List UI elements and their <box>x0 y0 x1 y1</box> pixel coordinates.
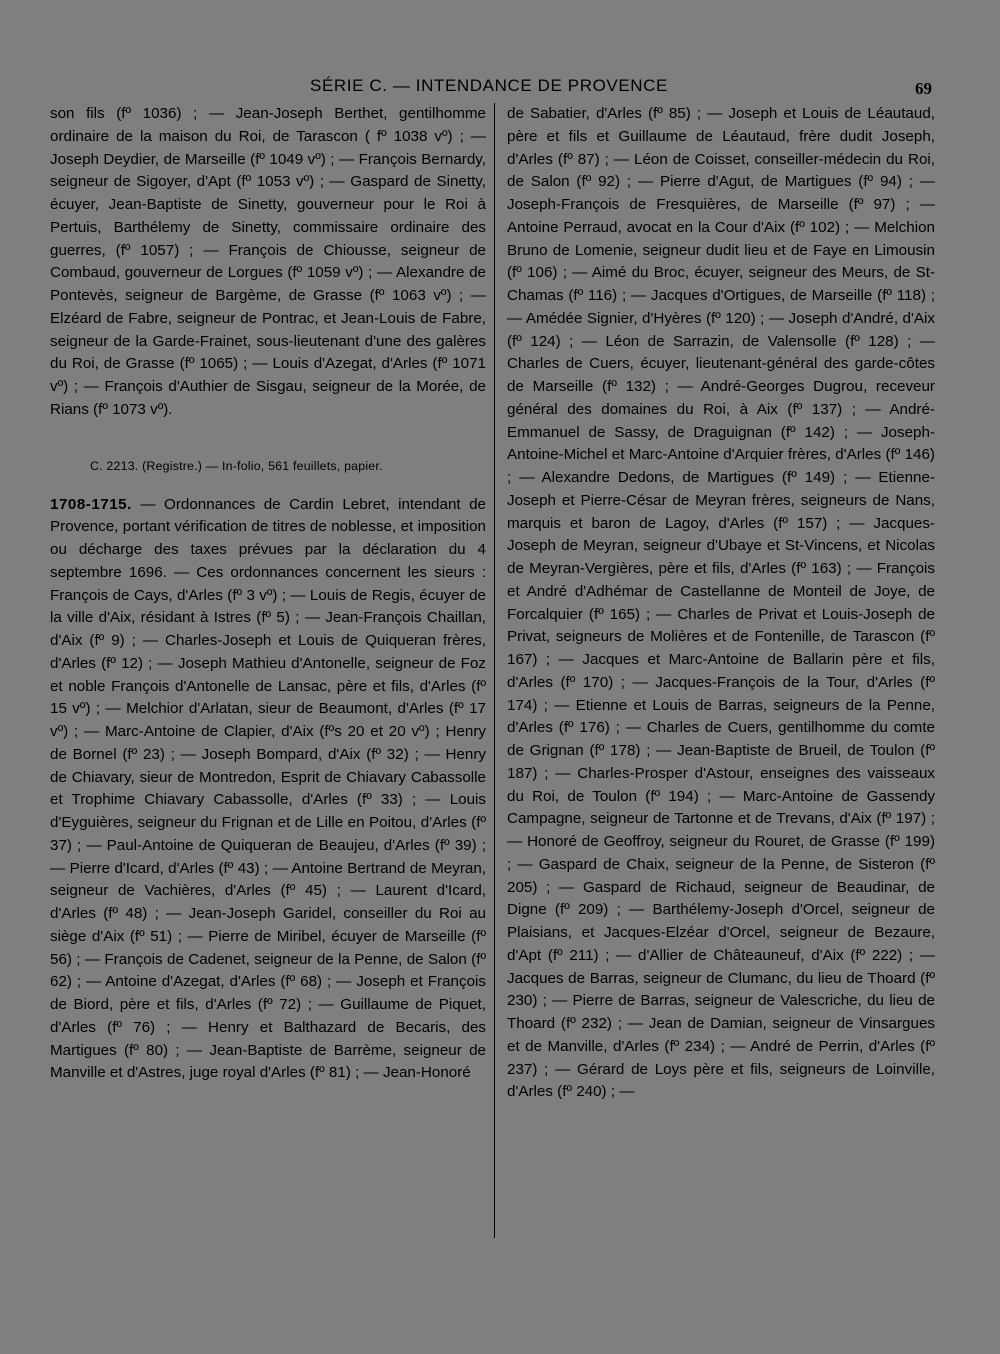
page-header <box>0 76 1000 100</box>
entry-date: 1708-1715. <box>50 495 132 513</box>
paragraph-continued: son fils (fº 1036) ; — Jean-Joseph Berthet, gentilhomme ordinaire de la maison du Roi, de Tarascon ( fº 1038 vº) ; — Joseph Deydier, de Marseille (fº 1049 vº) ; — François Bernardy, seigneur de Sigoyer, d'Apt (fº 1053 vº) ; — Gaspard de Sinetty, écuyer, Jean-Baptiste de Sinetty, gouverneur pour le Roi à Pertuis, Barthélemy de Sinetty, commissaire ordinaire des guerres, (fº 1057) ; — François de Chiousse, seigneur de Combaud, gouverneur de Lorgues (fº 1059 vº) ; — Alexandre de Pontevès, seigneur de Bargème, de Grasse (fº 1063 vº) ; — Elzéard de Fabre, seigneur de Pontrac, et Jean-Louis de Fabre, seigneur de la Garde-Frainet, sous-lieutenant d'une des galères du Roi, de Grasse (fº 1065) ; — Louis d'Azegat, d'Arles (fº 1071 vº) ; — François d'Authier de Sisgau, seigneur de la Morée, de Rians (fº 1073 vº). <box>50 105 486 418</box>
column-divider <box>494 103 495 1238</box>
register-description: C. 2213. (Registre.) — In-folio, 561 feuillets, papier. <box>90 458 383 473</box>
paragraph-continued-right: de Sabatier, d'Arles (fº 85) ; — Joseph et Louis de Léautaud, père et fils et Guillaume de Léautaud, frère dudit Joseph, d'Arles (fº 87) ; — Léon de Coisset, conseiller-médecin du Roi, de Salon (fº 92) ; — Pierre d'Agut, de Martigues (fº 94) ; — Joseph-François de Fresquières, de Marseille (fº 97) ; — Antoine Perraud, avocat en la Cour d'Aix (fº 102) ; — Melchion Bruno de Lomenie, seigneur dudit lieu et de Faye en Limousin (fº 106) ; — Aimé du Broc, écuyer, seigneur des Meurs, de St-Chamas (fº 116) ; — Jacques d'Ortigues, de Marseille (fº 118) ; — Amédée Signier, d'Hyères (fº 120) ; — Joseph d'André, d'Aix (fº 124) ; — Léon de Sarrazin, de Valensolle (fº 128) ; — Charles de Cuers, écuyer, lieutenant-général des garde-côtes de Marseille (fº 132) ; — André-Georges Dugrou, receveur général des domaines du Roi, à Aix (fº 137) ; — André-Emmanuel de Sassy, de Draguignan (fº 142) ; — Joseph-Antoine-Michel et Marc-Antoine d'Arquier frères, d'Arles (fº 146) ; — Alexandre Dedons, de Martigues (fº 149) ; — Etienne-Joseph et Pierre-César de Meyran frères, seigneurs de Nans, marquis et baron de Lagoy, d'Arles (fº 157) ; — Jacques-Joseph de Meyran, seigneur d'Ubaye et St-Vincens, et Nicolas de Meyran-Vergières, père et fils, d'Arles (fº 163) ; — François et André d'Adhémar de Castellanne de Monteil de Joye, de Forcalquier (fº 165) ; — Charles de Privat et Louis-Joseph de Privat, seigneurs de Molières et de Fontenille, de Tarascon (fº 167) ; — Jacques et Marc-Antoine de Ballarin père et fils, d'Arles (fº 170) ; — Jacques-François de la Tour, d'Arles (fº 174) ; — Etienne et Louis de Barras, seigneurs de la Penne, d'Arles (fº 176) ; — Charles de Cuers, gentilhomme du comte de Grignan (fº 178) ; — Jean-Baptiste de Brueil, de Toulon (fº 187) ; — Charles-Prosper d'Astour, enseignes des vaisseaux du Roi, de Toulon (fº 194) ; — Marc-Antoine de Gassendy Campagne, seigneur de Tartonne et de Trevans, d'Aix (fº 197) ; — Honoré de Geoffroy, seigneur du Rouret, de Grasse (fº 199) ; — Gaspard de Chaix, seigneur de la Penne, de Sisteron (fº 205) ; — Gaspard de Richaud, seigneur de Beaudinar, de Digne (fº 209) ; — Barthélemy-Joseph d'Orcel, seigneur de Plaisians, et Jacques-Elzéar d'Orcel, seigneur de Bezaure, d'Apt (fº 211) ; — d'Allier de Châteauneuf, d'Aix (fº 222) ; — Jacques de Barras, seigneur de Clumanc, du lieu de Thoard (fº 230) ; — Pierre de Barras, seigneur de Valescriche, du lieu de Thoard (fº 232) ; — Jean de Damian, seigneur de Vinsargues et de Manville, d'Arles (fº 234) ; — André de Perrin, d'Arles (fº 237) ; — Gérard de Loys père et fils, seigneurs de Loinville, d'Arles (fº 240) ; — <box>507 105 935 1101</box>
running-title: SÉRIE C. — INTENDANCE DE PROVENCE <box>310 76 668 95</box>
entry-paragraph <box>50 494 486 1086</box>
left-column <box>50 103 486 1085</box>
page-number: 69 <box>915 79 932 98</box>
entry-text: — Ordonnances de Cardin Lebret, intendant de Provence, portant vérification de titres de noblesse, et imposition ou décharge des taxes prévues par la déclaration du 4 septembre 1696. — Ces ordonnances concernent les sieurs : François de Cays, d'Arles (fº 3 vº) ; — Louis de Regis, écuyer de la ville d'Aix, résidant à Istres (fº 5) ; — Jean-François Chaillan, d'Aix (fº 9) ; — Charles-Joseph et Louis de Quiqueran frères, d'Arles (fº 12) ; — Joseph Mathieu d'Antonelle, seigneur de Foz et noble François d'Antonelle de Lansac, père et fils, d'Arles (fº 15 vº) ; — Melchior d'Arlatan, sieur de Beaumont, d'Arles (fº 17 vº) ; — Marc-Antoine de Clapier, d'Aix (fºs 20 et 20 vº) ; Henry de Bornel (fº 23) ; — Joseph Bompard, d'Aix (fº 32) ; — Henry de Chiavary, sieur de Montredon, Esprit de Chiavary Cabassolle et Trophime Chiavary Cabassolle, d'Arles (fº 33) ; — Louis d'Eyguières, seigneur du Frignan et de Lille en Poitou, d'Arles (fº 37) ; — Paul-Antoine de Quiqueran de Beaujeu, d'Arles (fº 39) ; — Pierre d'Icard, d'Arles (fº 43) ; — Antoine Bertrand de Meyran, seigneur de Vachières, d'Arles (fº 45) ; — Laurent d'Icard, d'Arles (fº 48) ; — Jean-Joseph Garidel, conseiller du Roi au siège d'Aix (fº 51) ; — Pierre de Miribel, écuyer de Marseille (fº 56) ; — François de Cadenet, seigneur de la Penne, de Salon (fº 62) ; — Antoine d'Azegat, d'Arles (fº 68) ; — Joseph et François de Biord, père et fils, d'Arles (fº 72) ; — Guillaume de Piquet, d'Arles (fº 76) ; — Henry et Balthazard de Becaris, des Martigues (fº 80) ; — Jean-Baptiste de Barrème, seigneur de Manville et d'Astres, juge royal d'Arles (fº 81) ; — Jean-Honoré <box>50 495 486 1082</box>
right-column <box>507 103 935 1104</box>
